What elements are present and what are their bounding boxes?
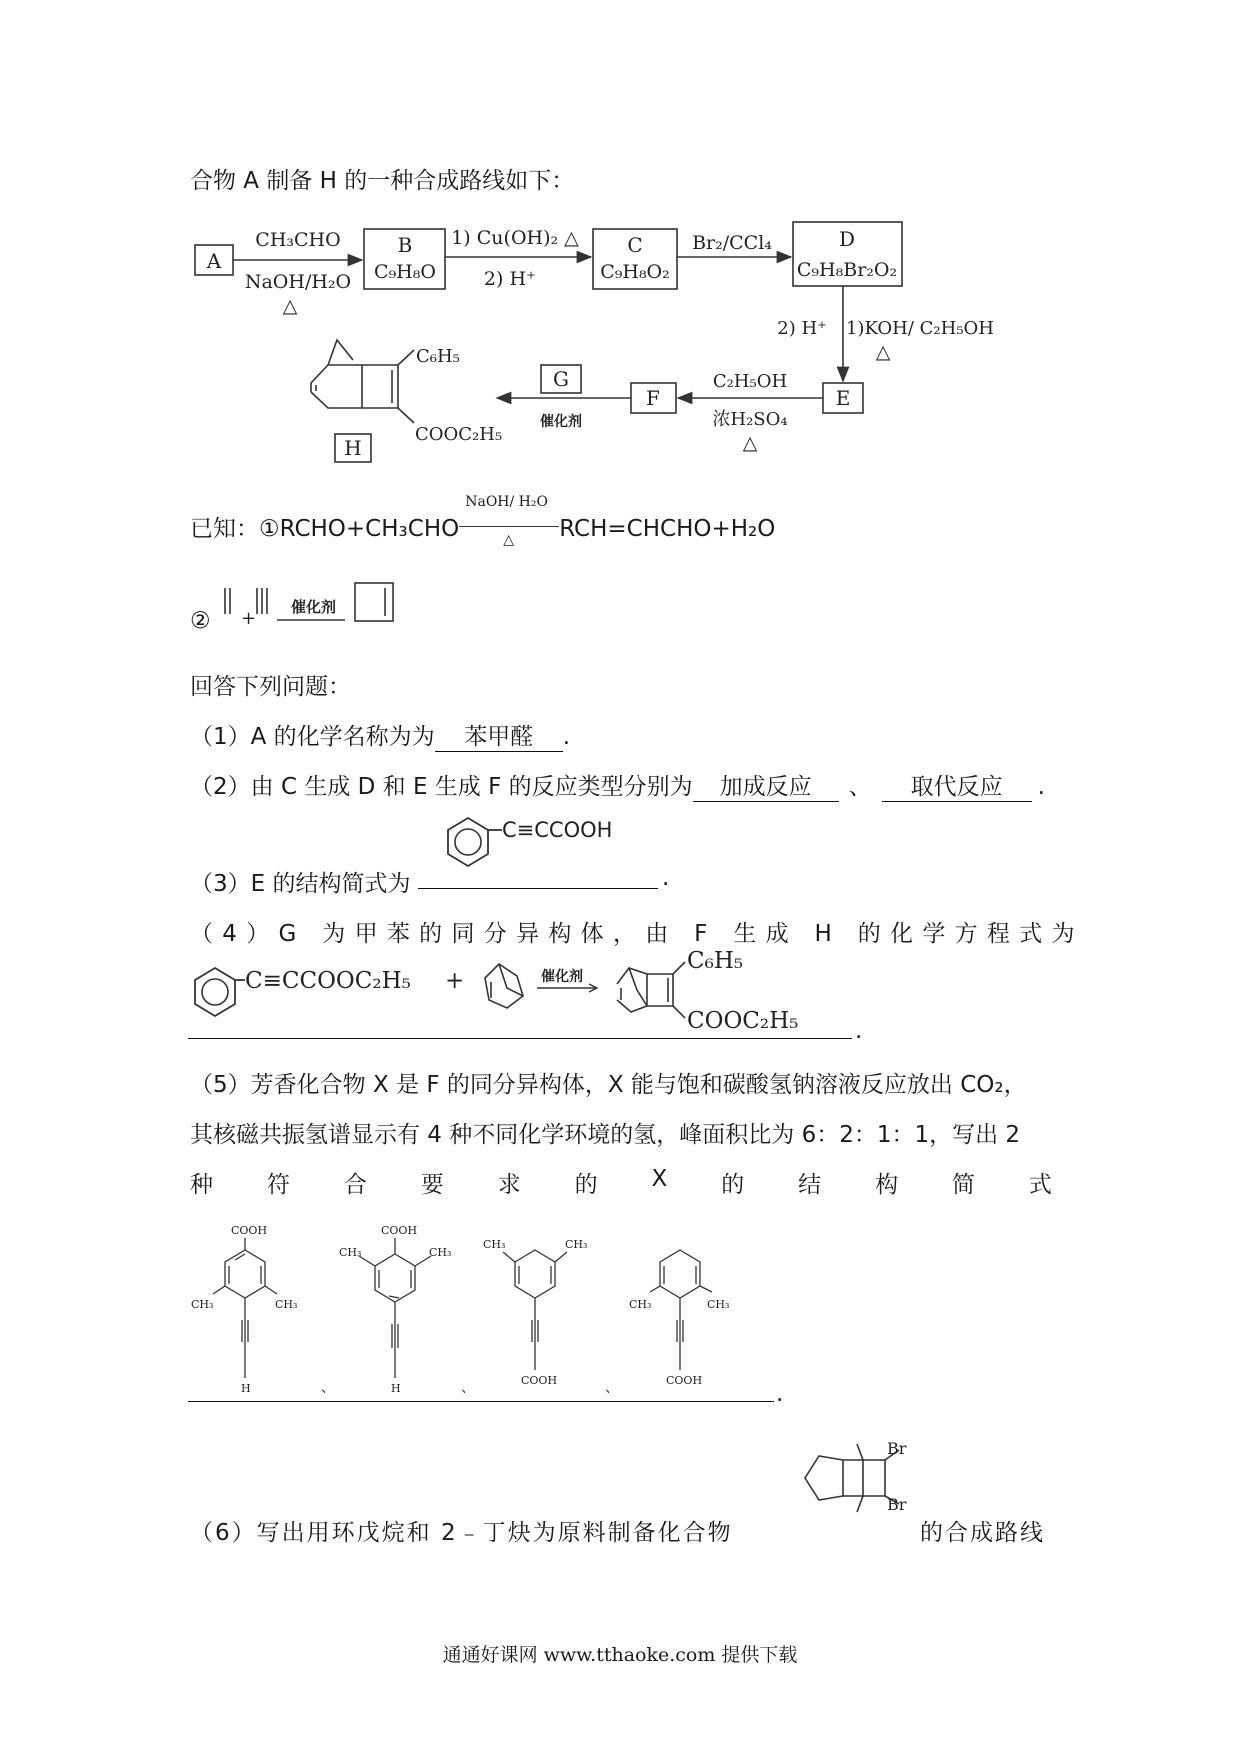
- q5-w9: 构: [875, 1172, 899, 1198]
- q3-struct-text: C≡CCOOH: [502, 818, 613, 842]
- q3-end: .: [662, 865, 670, 891]
- s-sep-1: 、: [321, 1380, 335, 1396]
- bc-top: 1) Cu(OH)₂ △: [451, 227, 579, 249]
- ef-bottom: 浓H₂SO₄: [712, 409, 788, 430]
- q4-cat: 催化剂: [541, 969, 583, 985]
- q2-sep: 、: [848, 774, 872, 800]
- q1: [190, 718, 570, 752]
- q5-line3: [190, 1166, 1052, 1199]
- s4-ch3-right: CH₃: [707, 1298, 730, 1311]
- q1-text: （1）A 的化学名称为为: [190, 724, 435, 750]
- known-cond-top: NaOH/ H₂O: [465, 494, 548, 510]
- q4-plus: +: [445, 968, 465, 994]
- de-left: 2) H⁺: [777, 318, 827, 339]
- q4-end: .: [855, 1018, 863, 1044]
- formula-D: C₉H₈Br₂O₂: [796, 259, 898, 281]
- q6-structure: [795, 1440, 925, 1540]
- q5-w7: 的: [721, 1172, 745, 1198]
- cd-top: Br₂/CCl₄: [692, 232, 772, 254]
- label-A: A: [206, 249, 222, 273]
- q5-w4: 求: [497, 1172, 521, 1198]
- fh-catalyst: 催化剂: [540, 414, 582, 430]
- known-arrow: [459, 494, 559, 548]
- q1-answer: 苯甲醛: [435, 718, 563, 752]
- q2-answer1: 加成反应: [693, 768, 839, 802]
- s1-h: H: [241, 1382, 251, 1395]
- q2: [190, 768, 1045, 802]
- q5-line2: 其核磁共振氢谱显示有 4 种不同化学环境的氢，峰面积比为 6：2：1：1，写出 2: [190, 1122, 1021, 1148]
- synthesis-route-diagram: [0, 200, 1240, 470]
- q3-text: （3）E 的结构简式为: [190, 871, 411, 897]
- q6-end: 的合成路线: [920, 1520, 1045, 1546]
- q5-w3: 要: [420, 1172, 444, 1198]
- h-sub2: COOC₂H₅: [415, 424, 503, 445]
- de-heat: △: [875, 341, 891, 363]
- q4-p1: C₆H₅: [687, 948, 744, 974]
- de-right: 1)KOH/ C₂H₅OH: [845, 318, 995, 339]
- s-sep-3: 、: [605, 1380, 619, 1396]
- q5-w0: 种: [190, 1172, 213, 1198]
- q4-text: [190, 915, 1084, 948]
- s-sep-2: 、: [461, 1380, 475, 1396]
- q4-text-content: （4）G 为甲苯的同分异构体，由 F 生成 H 的化学方程式为: [190, 921, 1084, 947]
- q2-answer2: 取代反应: [882, 768, 1032, 802]
- label-E: E: [835, 386, 851, 410]
- q6-br-top: Br: [887, 1440, 907, 1458]
- label-C: C: [627, 233, 643, 257]
- q4-underline: [188, 1038, 852, 1039]
- q5-line1: （5）芳香化合物 X 是 F 的同分异构体，X 能与饱和碳酸氢钠溶液反应放出 CO₂，: [190, 1072, 1027, 1098]
- formula-B: C₉H₈O: [374, 261, 436, 283]
- known-cond-bottom: △: [503, 532, 514, 548]
- q2-end: .: [1037, 774, 1045, 800]
- q5-end: .: [776, 1381, 784, 1407]
- s3-cooh: COOH: [521, 1374, 558, 1387]
- s1-ch3-left: CH₃: [191, 1298, 214, 1311]
- answer-intro: 回答下列问题：: [190, 674, 351, 700]
- q4-reactant: C≡CCOOC₂H₅: [245, 968, 411, 994]
- s1-ch3-right: CH₃: [275, 1298, 298, 1311]
- q5-w10: 简: [951, 1172, 975, 1198]
- s2-h: H: [391, 1382, 401, 1395]
- q4-p2: COOC₂H₅: [687, 1008, 799, 1034]
- ab-heat: △: [282, 295, 298, 317]
- s4-cooh: COOH: [666, 1374, 703, 1387]
- q4-equation: [185, 948, 885, 1038]
- q5-w2: 合: [343, 1172, 367, 1198]
- q5-w8: 结: [798, 1172, 822, 1198]
- footer-text: 通通好课网 www.tthaoke.com 提供下载: [442, 1644, 798, 1666]
- known-2-plus: +: [241, 608, 257, 629]
- label-G: G: [553, 367, 569, 391]
- ab-bottom: NaOH/H₂O: [244, 271, 352, 293]
- q5-w5: 的: [574, 1172, 598, 1198]
- s2-cooh: COOH: [381, 1224, 418, 1237]
- q5-underline: [188, 1401, 774, 1402]
- h-structure: [311, 340, 414, 423]
- q5-w1: 符: [266, 1172, 290, 1198]
- q1-end: .: [562, 724, 570, 750]
- ef-heat: △: [742, 432, 758, 454]
- label-H: H: [344, 436, 362, 460]
- q6-text: （6）写出用环戊烷和 2﹣丁炔为原料制备化合物: [190, 1520, 733, 1546]
- known-product: RCH=CHCHO+H₂O: [559, 516, 776, 542]
- known-2-reaction: [215, 580, 415, 630]
- h-sub1: C₆H₅: [416, 346, 460, 367]
- label-F: F: [646, 386, 660, 410]
- label-D: D: [838, 227, 856, 251]
- s3-ch3-left: CH₃: [483, 1238, 506, 1251]
- q5-w11: 式: [1028, 1172, 1052, 1198]
- s2-ch3-left: CH₃: [339, 1246, 362, 1259]
- s4-ch3-left: CH₃: [629, 1298, 652, 1311]
- known-1: [190, 494, 776, 548]
- formula-C: C₉H₈O₂: [600, 261, 670, 283]
- q2-text: （2）由 C 生成 D 和 E 生成 F 的反应类型分别为: [190, 774, 693, 800]
- s3-ch3-right: CH₃: [565, 1238, 588, 1251]
- known-prefix: 已知：①RCHO+CH₃CHO: [190, 516, 460, 542]
- q5-w6: X: [651, 1166, 668, 1192]
- q3-structure: [440, 812, 640, 872]
- known-2-label: ②: [190, 608, 211, 634]
- known-2-cat: 催化剂: [291, 598, 337, 616]
- q6-br-bottom: Br: [887, 1495, 907, 1514]
- intro-text: 合物 A 制备 H 的一种合成路线如下：: [190, 168, 575, 194]
- s2-ch3-right: CH₃: [429, 1246, 452, 1259]
- ef-top: C₂H₅OH: [712, 371, 788, 392]
- q5-structures: [185, 1210, 785, 1400]
- q3-underline: [418, 888, 658, 889]
- bc-bottom: 2) H⁺: [483, 268, 537, 290]
- s1-cooh: COOH: [231, 1224, 268, 1237]
- label-B: B: [397, 233, 413, 257]
- ab-top: CH₃CHO: [255, 229, 341, 251]
